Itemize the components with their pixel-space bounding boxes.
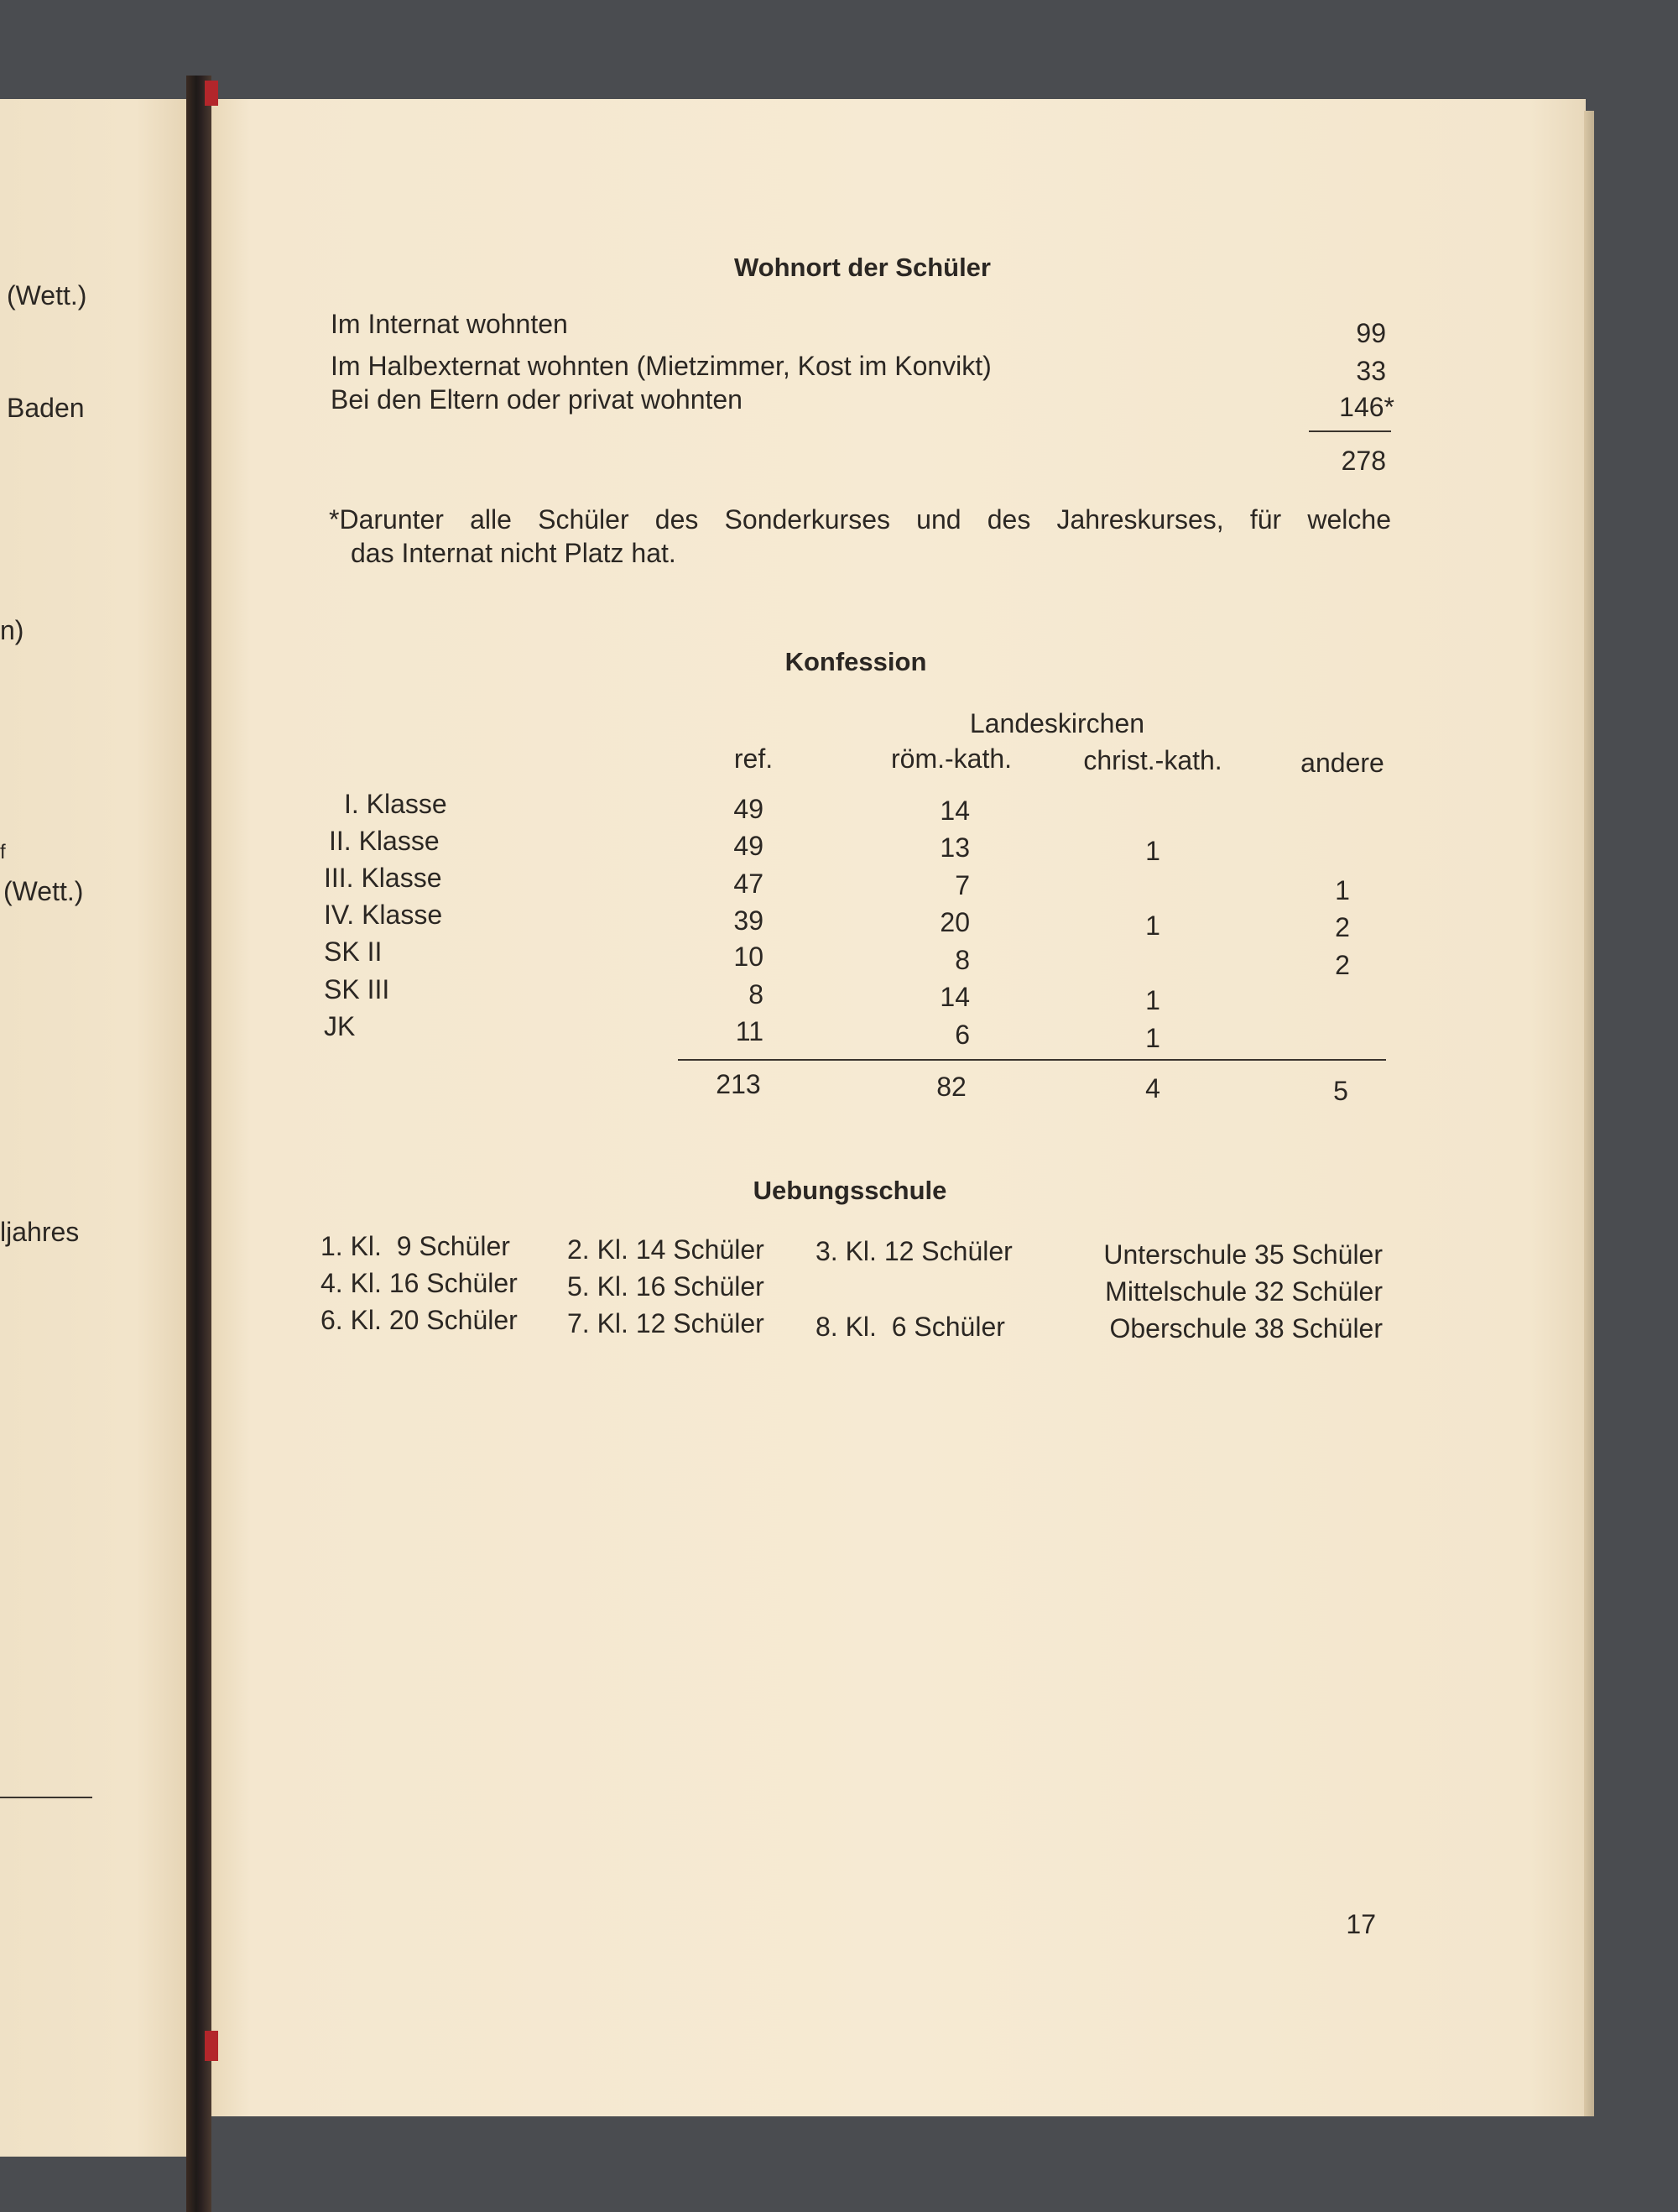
konfession-cell: 1 <box>1145 910 1160 941</box>
uebungsschule-entry: Unterschule 35 Schüler <box>1103 1239 1383 1270</box>
wohnort-footnote-line: das Internat nicht Platz hat. <box>351 538 676 568</box>
konfession-cell: 2 <box>1335 950 1350 980</box>
left-fragment: ljahres <box>0 1217 80 1247</box>
wohnort-row-value: 33 <box>1356 356 1386 386</box>
wohnort-sum-rule <box>1309 430 1391 432</box>
uebungsschule-entry: 3. Kl. 12 Schüler <box>816 1236 1013 1266</box>
book-gutter <box>186 76 211 2212</box>
section-title-uebungsschule: Uebungsschule <box>753 1176 947 1205</box>
konfession-row-label: I. Klasse <box>344 789 447 819</box>
wohnort-row-value: 99 <box>1356 318 1386 348</box>
left-fragment: Baden <box>7 393 85 423</box>
konfession-cell: 47 <box>733 869 763 899</box>
konfession-cell: 14 <box>940 796 970 826</box>
konfession-group-header: Landeskirchen <box>969 708 1145 738</box>
konfession-cell: 20 <box>940 907 970 937</box>
konfession-row-label: III. Klasse <box>324 863 442 893</box>
uebungsschule-entry: 8. Kl. 6 Schüler <box>816 1312 1005 1342</box>
konfession-cell: 39 <box>733 905 763 936</box>
spine-binding-top <box>205 81 218 106</box>
wohnort-row-label: Im Halbexternat wohnten (Mietzimmer, Kost im Konvikt) <box>331 351 992 381</box>
left-fragment: (Wett.) <box>3 876 84 906</box>
konfession-column-header: andere <box>1300 748 1384 778</box>
konfession-row-label: IV. Klasse <box>324 900 443 930</box>
konfession-cell: 1 <box>1335 875 1350 905</box>
konfession-row-label: JK <box>324 1011 356 1041</box>
uebungsschule-entry: 6. Kl. 20 Schüler <box>320 1305 518 1335</box>
konfession-total: 213 <box>716 1069 761 1099</box>
wohnort-row-label: Im Internat wohnten <box>331 309 568 339</box>
left-page-rule <box>0 1797 92 1798</box>
konfession-column-header: röm.-kath. <box>890 743 1013 774</box>
page-number: 17 <box>1346 1909 1376 1939</box>
left-fragment: (Wett.) <box>7 280 87 310</box>
konfession-cell: 13 <box>940 832 970 863</box>
konfession-row-label: SK II <box>324 936 383 967</box>
konfession-cell: 2 <box>1335 912 1350 942</box>
konfession-cell: 49 <box>733 794 763 824</box>
left-fragment: f <box>0 841 6 863</box>
konfession-cell: 8 <box>748 979 763 1009</box>
konfession-row-label: SK III <box>324 974 390 1004</box>
section-title-konfession: Konfession <box>784 647 927 676</box>
konfession-column-header: christ.-kath. <box>1083 745 1222 775</box>
wohnort-row-label: Bei den Eltern oder privat wohnten <box>331 384 743 415</box>
konfession-total: 5 <box>1333 1076 1348 1106</box>
wohnort-total: 278 <box>1341 446 1386 476</box>
konfession-cell: 11 <box>735 1016 763 1046</box>
konfession-cell: 1 <box>1145 985 1160 1015</box>
uebungsschule-entry: 4. Kl. 16 Schüler <box>320 1268 518 1298</box>
konfession-cell: 10 <box>733 942 763 972</box>
page-edge <box>1584 111 1594 2116</box>
uebungsschule-entry: Oberschule 38 Schüler <box>1109 1313 1383 1343</box>
wohnort-footnote-line: *Darunter alle Schüler des Sonderkurses und des Jahreskurses, für welche <box>329 504 1391 535</box>
uebungsschule-entry: Mittelschule 32 Schüler <box>1105 1276 1383 1307</box>
uebungsschule-entry: 1. Kl. 9 Schüler <box>320 1231 510 1261</box>
konfession-row-label: II. Klasse <box>329 826 440 856</box>
konfession-cell: 14 <box>940 982 970 1012</box>
konfession-total: 4 <box>1145 1073 1160 1103</box>
uebungsschule-entry: 5. Kl. 16 Schüler <box>567 1271 764 1302</box>
konfession-column-header: ref. <box>733 743 774 774</box>
uebungsschule-entry: 7. Kl. 12 Schüler <box>567 1308 764 1338</box>
konfession-cell: 7 <box>955 870 970 900</box>
section-title-wohnort: Wohnort der Schüler <box>733 253 991 282</box>
konfession-cell: 49 <box>733 831 763 861</box>
konfession-cell: 1 <box>1145 836 1160 866</box>
konfession-cell: 6 <box>955 1020 970 1050</box>
uebungsschule-entry: 2. Kl. 14 Schüler <box>567 1234 764 1265</box>
wohnort-row-value: 146* <box>1339 392 1394 422</box>
konfession-sum-rule <box>678 1059 1386 1061</box>
konfession-cell: 1 <box>1145 1023 1160 1053</box>
konfession-cell: 8 <box>955 945 970 975</box>
left-fragment: n) <box>0 615 24 645</box>
konfession-total: 82 <box>936 1072 967 1102</box>
spine-binding-bottom <box>205 2031 218 2061</box>
